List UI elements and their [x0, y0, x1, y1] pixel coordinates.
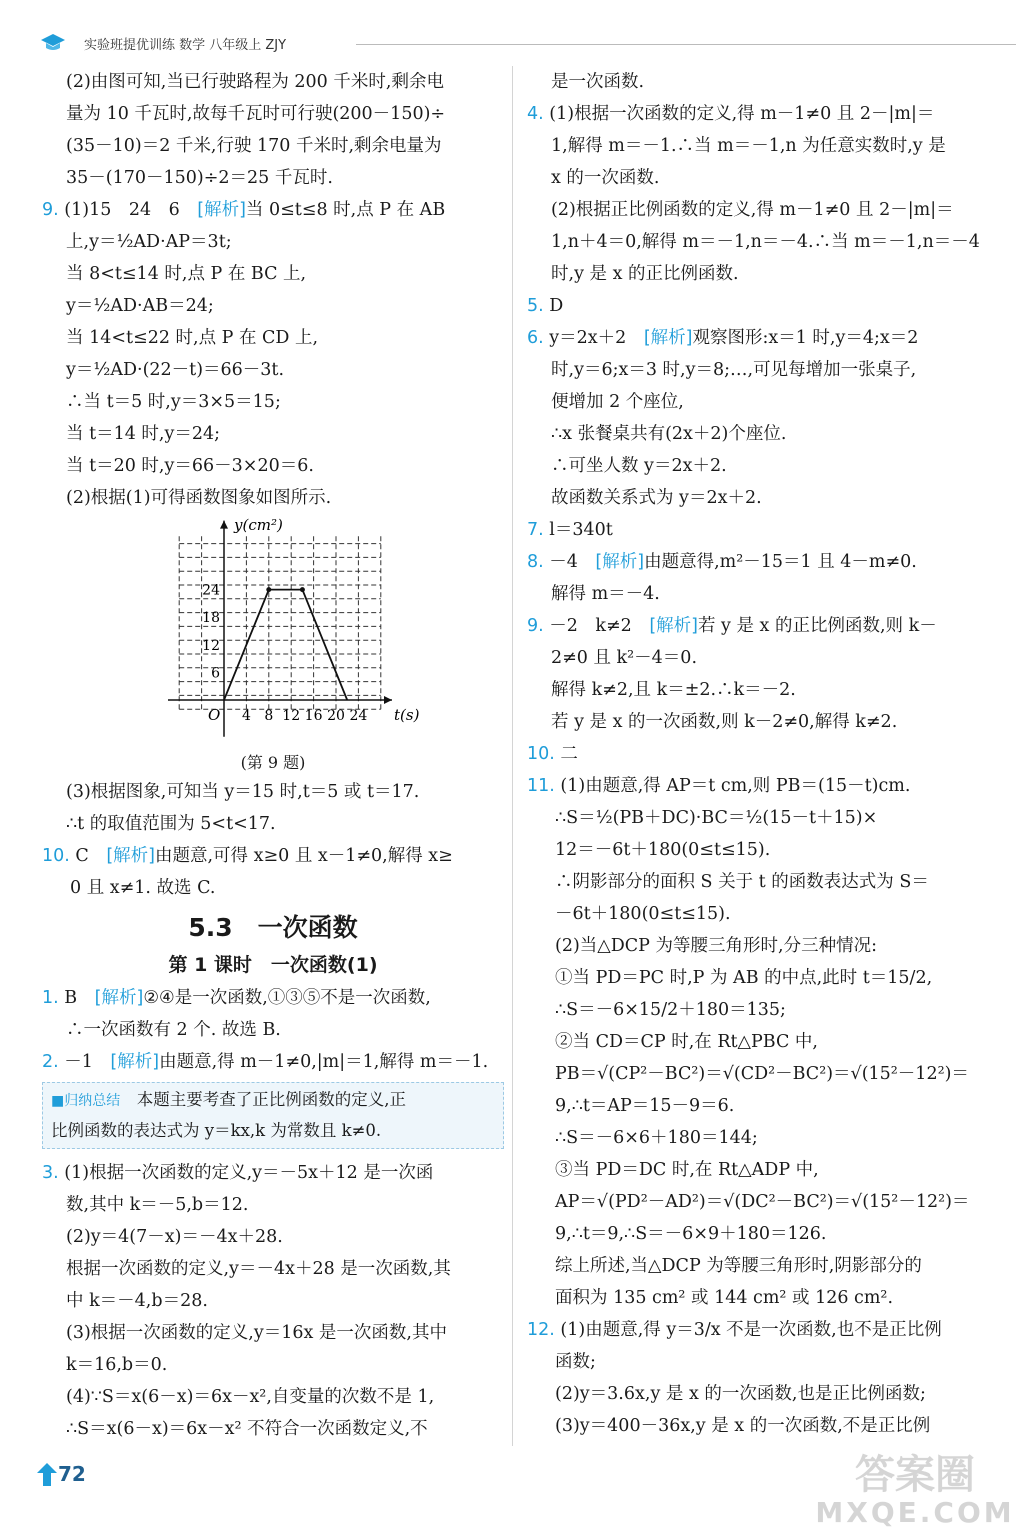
- question-number: 1.: [42, 988, 59, 1008]
- text-line: ∴可坐人数 y＝2x＋2.: [551, 456, 727, 476]
- text-line: (2)y＝4(7－x)＝－4x＋28.: [66, 1227, 283, 1247]
- text-line: ①当 PD＝PC 时,P 为 AB 的中点,此时 t＝15/2,: [555, 968, 933, 988]
- answer-text: (1)根据一次函数的定义,y＝－5x＋12 是一次函: [64, 1163, 434, 1183]
- text-line: ∴一次函数有 2 个. 故选 B.: [66, 1020, 281, 1040]
- question-number: 6.: [527, 328, 544, 348]
- house-arrow-icon: [36, 1462, 58, 1488]
- analysis-tag: [解析]: [106, 846, 155, 866]
- analysis-text: 由题意得,m²－15＝1 且 4－m≠0.: [644, 552, 917, 572]
- text-line: ∴x 张餐桌共有(2x＋2)个座位.: [551, 424, 787, 444]
- question-number: 10.: [42, 846, 70, 866]
- answer-text: (1)由题意,得 y＝3/x 不是一次函数,也不是正比例: [560, 1320, 942, 1340]
- analysis-tag: [解析]: [649, 616, 698, 636]
- answer-text: (1)15 24 6: [64, 200, 198, 220]
- question-3: [42, 1157, 504, 1189]
- text-line: PB＝√(CP²－BC²)＝√(CD²－BC²)＝√(15²－12²)＝: [555, 1064, 969, 1084]
- text-line: 数,其中 k＝－5,b＝12.: [66, 1195, 249, 1215]
- y-tick-label: 24: [202, 582, 220, 599]
- y-tick-label: 18: [202, 610, 220, 627]
- text-line: x 的一次函数.: [551, 168, 660, 188]
- question-6: [527, 322, 982, 354]
- answer-text: y＝2x＋2: [549, 328, 644, 348]
- text-line: 上,y＝½AD·AP＝3t;: [66, 232, 232, 252]
- question-number: 8.: [527, 552, 544, 572]
- text-line: 时,y 是 x 的正比例函数.: [551, 264, 739, 284]
- function-line: [224, 590, 347, 700]
- text-line: (3)根据一次函数的定义,y＝16x 是一次函数,其中: [66, 1323, 447, 1343]
- analysis-tag: [解析]: [595, 552, 645, 572]
- text-line: 解得 k≠2,且 k＝±2.∴k＝－2.: [551, 680, 796, 700]
- text-line: 时,y＝6;x＝3 时,y＝8;…,可见每增加一张桌子,: [551, 360, 917, 380]
- question-10: [527, 738, 982, 770]
- y-axis-label: y(cm²): [234, 515, 283, 534]
- text-line: 9,∴t＝9,∴S＝－6×9＋180＝126.: [555, 1224, 827, 1244]
- mortarboard-logo-icon: [40, 32, 66, 54]
- svg-text:MXQE.COM: MXQE.COM: [815, 1496, 1015, 1529]
- text-line: (35－10)＝2 千米,行驶 170 千米时,剩余电量为: [66, 136, 442, 156]
- text-line: (3)根据图象,可知当 y＝15 时,t＝5 或 t＝17.: [66, 782, 420, 802]
- text-line: 若 y 是 x 的一次函数,则 k－2≠0,解得 k≠2.: [551, 712, 898, 732]
- data-point: [266, 587, 271, 592]
- text-line: AP＝√(PD²－AD²)＝√(DC²－BC²)＝√(15²－12²)＝: [555, 1192, 970, 1212]
- text-line: (4)∵S＝x(6－x)＝6x－x²,自变量的次数不是 1,: [66, 1387, 435, 1407]
- x-tick-label: 4: [241, 708, 251, 724]
- text-line: ③当 PD＝DC 时,在 Rt△ADP 中,: [555, 1160, 819, 1180]
- text-line: ∴S＝x(6－x)＝6x－x² 不符合一次函数定义,不: [66, 1419, 428, 1439]
- question-number: 4.: [527, 104, 544, 124]
- x-axis-arrow: [384, 696, 392, 704]
- x-tick-label: 16: [304, 708, 323, 724]
- origin-label: O: [208, 706, 221, 724]
- question-5: [527, 290, 982, 322]
- text-line: (2)由图可知,当已行驶路程为 200 千米时,剩余电: [66, 72, 444, 92]
- text-line: y＝½AD·(22－t)＝66－3t.: [66, 360, 285, 380]
- x-axis-label: t(s): [394, 706, 420, 724]
- answer-text: 二: [560, 744, 578, 764]
- summary-text: 比例函数的表达式为 y＝kx,k 为常数且 k≠0.: [51, 1121, 382, 1140]
- answer-text: B: [64, 988, 95, 1008]
- analysis-tag: [解析]: [197, 200, 246, 220]
- text-line: (2)根据正比例函数的定义,得 m－1≠0 且 2－|m|＝: [551, 200, 954, 220]
- question-number: 5.: [527, 296, 544, 316]
- question-number: 2.: [42, 1052, 59, 1072]
- text-line: 当 14<t≤22 时,点 P 在 CD 上,: [66, 328, 319, 348]
- question-number: 10.: [527, 744, 555, 764]
- analysis-text: 由题意,得 m－1≠0,|m|＝1,解得 m＝－1.: [159, 1052, 489, 1072]
- page-number: 72: [58, 1462, 86, 1486]
- x-tick-label: 20: [327, 708, 345, 724]
- question-9: [527, 610, 982, 642]
- text-line: (2)y＝3.6x,y 是 x 的一次函数,也是正比例函数;: [555, 1384, 926, 1404]
- text-line: 35－(170－150)÷2＝25 千瓦时.: [66, 168, 333, 188]
- answer-text: －1: [64, 1052, 111, 1072]
- text-line: 当 8<t≤14 时,点 P 在 BC 上,: [66, 264, 307, 284]
- text-line: 9,∴t＝AP＝15－9＝6.: [555, 1096, 735, 1116]
- summary-tag: ■归纳总结: [51, 1093, 121, 1109]
- text-line: ∴当 t＝5 时,y＝3×5＝15;: [66, 392, 281, 412]
- column-divider: [512, 66, 513, 1446]
- answer-text: D: [549, 296, 564, 316]
- text-line: 当 t＝14 时,y＝24;: [66, 424, 221, 444]
- question-7: [527, 514, 982, 546]
- left-column: [42, 66, 504, 1445]
- analysis-text: 观察图形:x＝1 时,y＝4;x＝2: [692, 328, 919, 348]
- data-point: [300, 587, 305, 592]
- summary-box: [42, 1082, 504, 1149]
- text-line: ∴阴影部分的面积 S 关于 t 的函数表达式为 S＝: [555, 872, 929, 892]
- text-line: 面积为 135 cm² 或 144 cm² 或 126 cm².: [555, 1288, 894, 1308]
- analysis-text: ②④是一次函数,①③⑤不是一次函数,: [143, 988, 431, 1008]
- text-line: 函数;: [555, 1352, 596, 1372]
- text-line: 1,解得 m＝－1.∴当 m＝－1,n 为任意实数时,y 是: [551, 136, 946, 156]
- text-line: 故函数关系式为 y＝2x＋2.: [551, 488, 762, 508]
- x-tick-label: 24: [349, 708, 368, 724]
- text-line: 便增加 2 个座位,: [551, 392, 684, 412]
- text-line: ∴t 的取值范围为 5<t<17.: [66, 814, 276, 834]
- answer-text: －2 k≠2: [549, 616, 650, 636]
- question-number: 9.: [527, 616, 544, 636]
- text-line: 0 且 x≠1. 故选 C.: [70, 878, 216, 898]
- header-rule: [356, 44, 1016, 45]
- analysis-text: 由题意,可得 x≥0 且 x－1≠0,解得 x≥: [154, 846, 453, 866]
- analysis-text: 当 0≤t≤8 时,点 P 在 AB: [245, 200, 446, 220]
- text-line: 综上所述,当△DCP 为等腰三角形时,阴影部分的: [555, 1256, 922, 1276]
- question-11: [527, 770, 982, 802]
- text-line: 中 k＝－4,b＝28.: [66, 1291, 208, 1311]
- answer-text: (1)由题意,得 AP＝t cm,则 PB＝(15－t)cm.: [560, 776, 911, 796]
- text-line: 根据一次函数的定义,y＝－4x＋28 是一次函数,其: [66, 1259, 451, 1279]
- right-column: [527, 66, 982, 1442]
- analysis-tag: [解析]: [643, 328, 693, 348]
- question-number: 7.: [527, 520, 544, 540]
- question-1: [42, 982, 504, 1014]
- text-line: 量为 10 千瓦时,故每千瓦时可行驶(200－150)÷: [66, 104, 446, 124]
- question-number: 3.: [42, 1163, 59, 1183]
- question-12: [527, 1314, 982, 1346]
- question-4: [527, 98, 982, 130]
- answer-text: (1)根据一次函数的定义,得 m－1≠0 且 2－|m|＝: [549, 104, 935, 124]
- answer-text: C: [75, 846, 107, 866]
- question-number: 11.: [527, 776, 555, 796]
- text-line: (2)根据(1)可得函数图象如图所示.: [66, 488, 332, 508]
- y-tick-label: 6: [211, 665, 220, 682]
- text-line: －6t＋180(0≤t≤15).: [555, 904, 731, 924]
- analysis-tag: [解析]: [110, 1052, 160, 1072]
- x-tick-label: 8: [264, 708, 274, 724]
- book-title: 实验班提优训练 数学 八年级上 ZJY: [84, 38, 287, 53]
- question-10: [42, 840, 504, 872]
- lesson-title: 第 1 课时 一次函数(1): [168, 954, 378, 976]
- function-graph-figure: [42, 514, 504, 750]
- text-line: 2≠0 且 k²－4＝0.: [551, 648, 698, 668]
- page-header: [40, 30, 980, 58]
- text-line: ∴S＝½(PB＋DC)·BC＝½(15－t＋15)×: [555, 808, 878, 828]
- text-line: (3)y＝400－36x,y 是 x 的一次函数,不是正比例: [555, 1416, 931, 1436]
- summary-text: 本题主要考查了正比例函数的定义,正: [120, 1090, 406, 1109]
- text-line: k＝16,b＝0.: [66, 1355, 168, 1375]
- x-tick-label: 12: [282, 708, 301, 724]
- answer-text: l＝340t: [549, 520, 613, 540]
- figure-caption: (第 9 题): [240, 753, 306, 772]
- question-2: [42, 1046, 504, 1078]
- y-axis-arrow: [220, 521, 228, 529]
- text-line: ②当 CD＝CP 时,在 Rt△PBC 中,: [555, 1032, 818, 1052]
- text-line: 12＝－6t＋180(0≤t≤15).: [555, 840, 771, 860]
- text-line: 解得 m＝－4.: [551, 584, 660, 604]
- text-line: ∴S＝－6×15/2＋180＝135;: [555, 1000, 786, 1020]
- y-tick-label: 12: [202, 637, 220, 654]
- watermark-logo: [815, 1440, 1015, 1530]
- text-line: 1,n＋4＝0,解得 m＝－1,n＝－4.∴当 m＝－1,n＝－4: [551, 232, 980, 252]
- question-number: 9.: [42, 200, 59, 220]
- section-title: 5.3 一次函数: [188, 913, 358, 942]
- text-line: ∴S＝－6×6＋180＝144;: [555, 1128, 758, 1148]
- answer-text: －4: [549, 552, 596, 572]
- text-line: 是一次函数.: [551, 72, 645, 92]
- question-number: 12.: [527, 1320, 555, 1340]
- analysis-text: 若 y 是 x 的正比例函数,则 k－: [697, 616, 937, 636]
- svg-text:答案圈: 答案圈: [855, 1452, 975, 1498]
- text-line: y＝½AD·AB＝24;: [66, 296, 214, 316]
- analysis-tag: [解析]: [94, 988, 144, 1008]
- question-9: [42, 194, 504, 226]
- function-graph: [42, 514, 504, 750]
- text-line: 当 t＝20 时,y＝66－3×20＝6.: [66, 456, 314, 476]
- question-8: [527, 546, 982, 578]
- text-line: (2)当△DCP 为等腰三角形时,分三种情况:: [555, 936, 877, 956]
